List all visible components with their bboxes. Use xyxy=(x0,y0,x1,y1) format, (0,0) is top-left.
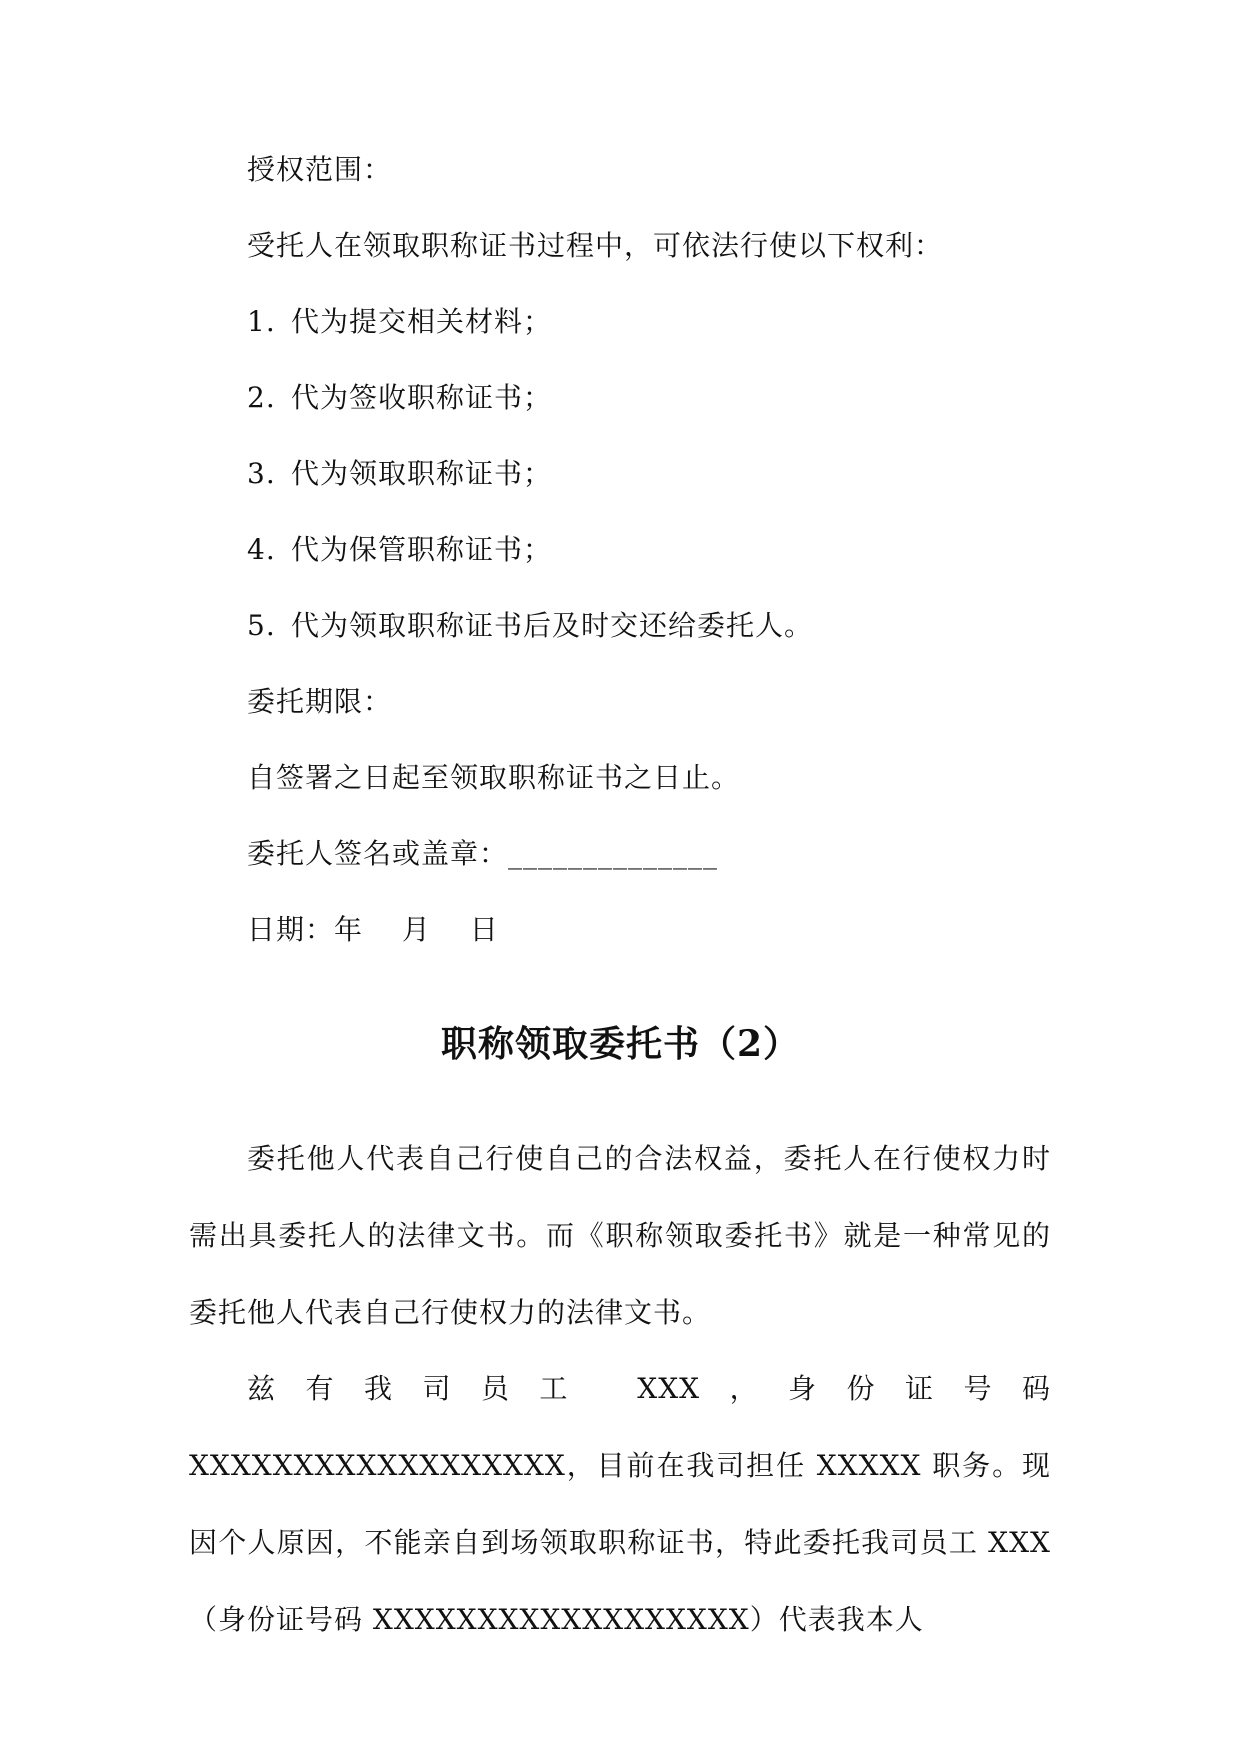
scope-item-text: 代为签收职称证书； xyxy=(291,381,553,414)
scope-item xyxy=(247,530,552,570)
scope-heading: 授权范围： xyxy=(247,153,393,186)
signature-line: 委托人签名或盖章：______________ xyxy=(247,837,719,870)
scope-item-text: 代为提交相关材料； xyxy=(291,305,553,338)
scope-item xyxy=(247,454,552,494)
term-text: 自签署之日起至领取职称证书之日止。 xyxy=(247,761,741,794)
scope-item xyxy=(247,302,552,342)
scope-item-number: 3. xyxy=(247,457,276,490)
scope-item-number: 4. xyxy=(247,533,276,566)
body-paragraph: 兹有我司员工 XXX，身份证号码 XXXXXXXXXXXXXXXXXX，目前在我司担任 XXXXX 职务。现因个人原因，不能亲自到场领取职称证书，特此委托我司员工 XXX（身份证号码 XXXXXXXXXXXXXXXXXX）代表我本人 xyxy=(189,1372,1051,1636)
scope-item-text: 代为领取职称证书后及时交还给委托人。 xyxy=(291,609,814,642)
scope-intro: 受托人在领取职称证书过程中，可依法行使以下权利： xyxy=(247,229,944,262)
scope-item-number: 5. xyxy=(247,609,276,642)
scope-item-text: 代为领取职称证书； xyxy=(291,457,553,490)
term-heading: 委托期限： xyxy=(247,685,393,718)
intro-paragraph: 委托他人代表自己行使自己的合法权益，委托人在行使权力时需出具委托人的法律文书。而《职称领取委托书》就是一种常见的委托他人代表自己行使权力的法律文书。 xyxy=(189,1142,1051,1329)
scope-item-number: 1. xyxy=(247,305,276,338)
scope-item xyxy=(247,606,813,646)
scope-item-number: 2. xyxy=(247,381,276,414)
section-title: 职称领取委托书（2） xyxy=(440,1023,801,1065)
scope-item-text: 代为保管职称证书； xyxy=(291,533,553,566)
date-line: 日期：年 月 日 xyxy=(247,913,499,946)
scope-item xyxy=(247,378,552,418)
